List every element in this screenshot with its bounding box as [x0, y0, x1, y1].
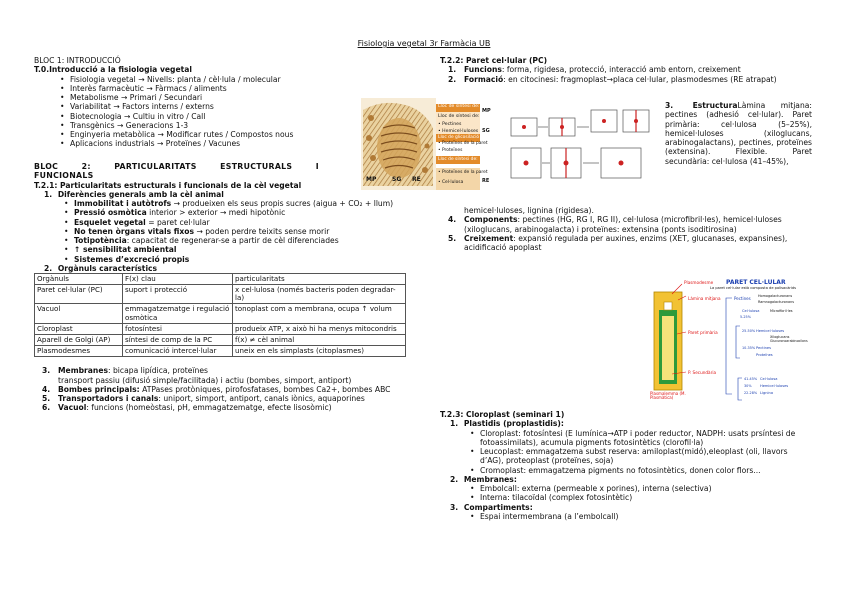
section-1-heading — [34, 190, 406, 199]
pct-pectines-primary: 10-35% — [742, 346, 756, 350]
item-number: 4. — [448, 215, 457, 225]
list-item — [34, 236, 406, 245]
c2-heading — [440, 475, 812, 484]
cytokinesis-sketch — [505, 104, 655, 190]
table-cell: fotosíntesi — [123, 323, 233, 334]
item-bold: Esquelet vegetal — [74, 217, 146, 227]
legend-text-4: • Hemicel·luloses — [438, 129, 479, 134]
table-cell: x cel·lulosa (només bacteris poden degradar-la) — [233, 285, 406, 304]
item-text: : en citocinesi: fragmoplast→placa cel·lular, plasmodesmes (RE atrapat) — [503, 74, 777, 84]
item-bold: Transportadors i canals — [58, 394, 159, 403]
legend-text-9: Lloc de síntesi de: — [438, 157, 478, 162]
item-bold: Funcions — [464, 65, 502, 75]
list-item: • Enginyeria metabòlica → Modificar rutes / Compostos nous — [34, 130, 304, 139]
page-title: Fisiologia vegetal 3r Farmàcia UB — [357, 39, 491, 48]
table-row — [35, 304, 406, 323]
table-row — [35, 346, 406, 357]
list-item — [34, 394, 406, 403]
list-item — [440, 215, 812, 234]
t0-list — [34, 75, 304, 149]
organelles-table — [34, 273, 406, 357]
list-item: • Cromoplast: emmagatzema pigments no fotosintètics, donen color flors... — [440, 466, 812, 475]
paret-list-4-5 — [440, 215, 812, 252]
section-2-number: 2. — [44, 263, 53, 273]
item-bold: Sistemes d’excreció propis — [74, 254, 190, 264]
item-text: : bicapa lipídica, proteïnes — [108, 366, 208, 376]
section-1-title: Diferències generals amb la cèl animal — [57, 189, 224, 199]
table-row — [35, 334, 406, 345]
estructura-item — [665, 101, 812, 166]
label-plasmalemma: Plasmalemma (M. Plasmàtica) — [650, 391, 686, 401]
figure-label-mp: MP — [366, 176, 377, 183]
item-number: 5. — [448, 233, 457, 243]
t22-heading: T.2.2: Paret cel·lular (PC) — [440, 56, 548, 65]
item-number: 4. — [42, 384, 51, 394]
label-microfibrilles: Microfibril·les — [770, 309, 793, 313]
list-item — [34, 218, 406, 227]
table-cell: Aparell de Golgi (AP) — [35, 334, 123, 345]
section-1-number: 1. — [44, 189, 53, 199]
item-text: : capacitat de regenerar-se a partir de cèl diferenciades — [126, 236, 339, 245]
c2-number: 2. — [450, 474, 459, 484]
cell-wall-figure — [644, 274, 816, 410]
t0-heading: T.0.Introducció a la fisiologia vegetal — [34, 65, 192, 75]
label-hemicelluloses-2: Hemicel·luloses — [760, 384, 789, 388]
label-homogalacturonans: Homogalacturonans — [758, 294, 793, 298]
item-bold: ↑ sensibilitat ambiental — [74, 245, 177, 255]
table-cell: Paret cel·lular (PC) — [35, 285, 123, 304]
section-2-heading — [34, 264, 406, 273]
table-row — [35, 285, 406, 304]
item-bold: Pressió osmòtica — [74, 208, 147, 218]
legend-sg-1: SG — [482, 128, 490, 134]
cytokinesis-diagram — [505, 104, 655, 190]
c3-number: 3. — [450, 502, 459, 512]
label-ramnogalacturonans: Ramnogalacturonans — [758, 300, 795, 304]
c1-heading — [440, 419, 812, 428]
legend-re-1: RE — [482, 178, 490, 184]
list-item — [34, 403, 406, 412]
item-number: 3. — [42, 366, 51, 376]
c3-heading — [440, 503, 812, 512]
item-number: 1. — [448, 65, 457, 75]
list-item — [440, 75, 812, 84]
item-text: interior > exterior → medi hipotònic — [146, 208, 286, 218]
label-xiloglucans: Xiloglucans — [770, 335, 790, 339]
label-cellulosa-1: Cel·lulosa — [742, 309, 760, 313]
right-column — [440, 56, 812, 84]
pct-cellulosa-primary: 5-25% — [740, 315, 751, 319]
legend-text-10: • Proteïnes de la paret — [438, 170, 488, 175]
pct-hemicelluloses-secondary: 30% — [744, 384, 752, 388]
list-item: • Leucoplast: emmagatzema subst reserva: amiloplast(midó),eleoplast (oli, llavors d’AG), proteoplast (proteïnes, soja) — [440, 447, 812, 466]
list-item — [34, 385, 406, 394]
item-number: 5. — [42, 394, 51, 403]
label-p-secundaria: P. Secundària — [688, 370, 717, 375]
item-text: : funcions (homeòstasi, pH, emmagatzematge, efecte lisosòmic) — [86, 403, 332, 413]
label-paret-primaria: Paret primària — [688, 330, 718, 335]
table-cell: Cloroplast — [35, 323, 123, 334]
right-column-2 — [440, 206, 812, 252]
table-row — [35, 323, 406, 334]
legend-text-1: Lloc de síntesi de: — [438, 104, 480, 109]
item-text: → produeixen els seus propis sucres (aigua + CO₂ + llum) — [171, 199, 394, 208]
table-header-cell: particularitats — [233, 274, 406, 285]
item-bold: Creixement — [464, 233, 514, 243]
item-3-text: Làmina mitjana: pectines (adhesió cel·lular). Paret primària: cel·lulosa (5–25%), hemicel·luloses (xiloglucans, arabinogalactans), pectines, proteïnes (extensina). Flexible. Paret secundària: cel·lulosa (41–45%), — [665, 101, 812, 166]
item-bold: Totipotència — [74, 236, 127, 245]
list-item: • Interès farmacèutic → Fàrmacs / aliments — [34, 84, 304, 93]
c3-title: Compartiments: — [463, 502, 533, 512]
table-header-cell: Orgànuls — [35, 274, 123, 285]
item-text: : expansió regulada per auxines, enzims (XET, glucanases, expansines), acidificació apoplast — [464, 233, 788, 252]
list-item — [440, 234, 812, 253]
table-cell: f(x) ≠ cèl animal — [233, 334, 406, 345]
item-number: 6. — [42, 403, 51, 413]
wall-figure-subtitle: La paret cel·lular està composta de polisacàrids — [710, 286, 797, 290]
item-bold: Bombes principals: — [58, 384, 140, 394]
t23-heading: T.2.3: Cloroplast (seminari 1) — [440, 410, 565, 419]
list-item: • Variabilitat → Factors interns / externs — [34, 102, 304, 111]
list-item: • Espai intermembrana (a l’embolcall) — [440, 512, 812, 521]
legend-text-11: • Cel·lulosa — [438, 180, 464, 185]
item-number: 2. — [448, 74, 457, 84]
label-pectines-2: Pectines — [756, 346, 771, 350]
item-text: : pectines (HG, RG I, RG II), cel·lulosa (microfibril·les), hemicel·luloses (xiloglucans, arabinogalacta) i proteïnes: extensina (ponts isoditirosina) — [464, 215, 782, 234]
figure-label-sg: SG — [392, 176, 402, 183]
table-cell: uneix en els simplasts (citoplasmes) — [233, 346, 406, 357]
table-cell: produeix ATP, x això hi ha menys mitocondris — [233, 323, 406, 334]
item-text: : forma, rigidesa, protecció, interacció amb entorn, creixement — [501, 65, 741, 75]
list-item: • Metabolisme → Primari / Secundari — [34, 93, 304, 102]
table-cell: emmagatzematge i regulació osmòtica — [123, 304, 233, 323]
label-plasmodesme: Plasmodesme — [684, 280, 714, 285]
left-column — [34, 56, 406, 413]
label-lamina-mitjana: Làmina mitjana — [688, 296, 721, 301]
list-item — [34, 366, 406, 385]
plastid-list — [440, 429, 812, 475]
list-item: • Aplicacions industrials → Proteïnes / Vacunes — [34, 139, 304, 148]
list-item: • Transgènics → Generacions 1-3 — [34, 121, 304, 130]
table-cell: Plasmodesmes — [35, 346, 123, 357]
list-item: • Embolcall: externa (permeable x porines), interna (selectiva) — [440, 484, 812, 493]
item-bold: Vacuol — [58, 403, 87, 413]
list-item — [34, 208, 406, 217]
membrane-list — [440, 484, 812, 503]
item-bold: Immobilitat i autòtrofs — [74, 199, 172, 208]
list-item: • Interna: tilacoïdal (complex fotosintètic) — [440, 493, 812, 502]
legend-text-6: • Proteïnes de la paret — [438, 141, 488, 146]
legend-text-2: Lloc de síntesi de: — [438, 114, 480, 119]
c2-title: Membranes: — [463, 474, 517, 484]
wall-figure-title: PARET CEL·LULAR — [726, 279, 786, 286]
table-cell: síntesi de comp de la PC — [123, 334, 233, 345]
list-item — [34, 255, 406, 264]
paret-list-1-2 — [440, 65, 812, 84]
table-header-row — [35, 274, 406, 285]
item-bold: Formació — [464, 74, 504, 84]
table-cell: comunicació intercel·lular — [123, 346, 233, 357]
table-cell: Vacuol — [35, 304, 123, 323]
legend-text-7: Lloc de glicosilació de: — [438, 135, 488, 140]
table-header-cell: F(x) clau — [123, 274, 233, 285]
synthesis-legend-figure — [436, 98, 496, 192]
item-text: ATPases protòniques, pirofosfatases, bombes Ca2+, bombes ABC — [139, 384, 391, 394]
numbered-list-3-6 — [34, 366, 406, 412]
section-2-title: Orgànuls característics — [57, 263, 158, 273]
list-item — [34, 227, 406, 236]
label-pectines: Pectines — [734, 296, 751, 301]
item-text: → poden perdre teixits sense morir — [194, 226, 330, 236]
pct-cellulosa-secondary: 41-45% — [744, 377, 758, 381]
bloc1-heading: BLOC 1: INTRODUCCIÓ — [34, 56, 121, 65]
c1-number: 1. — [450, 419, 459, 429]
list-item — [34, 199, 406, 208]
label-lignina: Lignina — [760, 391, 774, 395]
item-bold: No tenen òrgans vitals fixos — [74, 226, 195, 236]
pct-hemicelluloses-primary: 25-50% — [742, 329, 756, 333]
table-cell: tonoplast com a membrana, ocupa ↑ volum — [233, 304, 406, 323]
chloroplast-section — [440, 410, 812, 521]
item-text: : uniport, simport, antiport, canals iònics, aquaporines — [158, 394, 365, 403]
t21-heading: T.2.1: Particularitats estructurals i funcionals de la cèl vegetal — [34, 180, 302, 190]
list-item — [34, 245, 406, 254]
item-text: = paret cel·lular — [145, 217, 210, 227]
table-cell: suport i protecció — [123, 285, 233, 304]
list-item: • Fisiologia vegetal → Nivells: planta / cèl·lula / molecular — [34, 75, 304, 84]
item-3-continuation: hemicel·luloses, lignina (rigidesa). — [464, 206, 594, 215]
bloc2-heading: BLOC 2: PARTICULARITATS ESTRUCTURALS I FUNCIONALS — [34, 161, 319, 180]
item-bold: Components — [464, 215, 518, 225]
list-item — [440, 65, 812, 74]
legend-text-3: • Pectines — [438, 122, 462, 127]
list-item: • Cloroplast: fotosíntesi (E lumínica→ATP i poder reductor, NADPH: usats prsíntesi de fotoassimilats), acumula pigments fotosintètics (clorofil·la) — [440, 429, 812, 448]
item-extra: transport passiu (difusió simple/facilitada) i actiu (bombes, simport, antiport) — [58, 375, 352, 385]
differences-list — [34, 199, 406, 264]
legend-text-8: • Proteïnes — [438, 148, 463, 153]
c1-title: Plastidis (proplastidis): — [463, 419, 564, 429]
label-cellulosa-2: Cel·lulosa — [760, 377, 778, 381]
pct-lignina: 22-28% — [744, 391, 758, 395]
label-hemicelluloses-1: Hemicel·luloses — [756, 329, 785, 333]
list-item: • Biotecnologia → Cultiu in vitro / Call — [34, 112, 304, 121]
item-bold: Membranes — [58, 366, 109, 376]
item-3-title: Estructura — [692, 101, 738, 110]
legend-mp-1: MP — [482, 108, 491, 114]
figure-label-re: RE — [412, 176, 421, 183]
item-3-number: 3. — [665, 101, 674, 110]
label-glucuronoarabinoxilans: Glucuronoarabinoxilans — [770, 339, 808, 343]
compartment-list — [440, 512, 812, 521]
label-proteines: Proteïnes — [756, 353, 773, 357]
